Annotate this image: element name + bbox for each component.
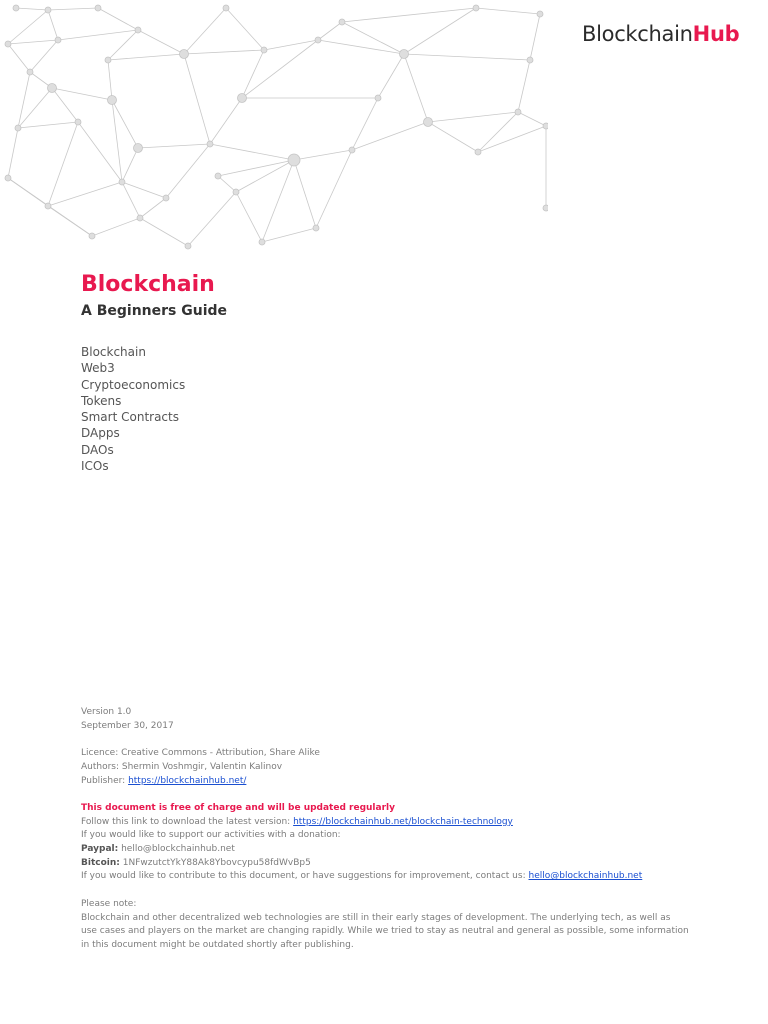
topic-item: Blockchain [81, 345, 146, 359]
network-edge [108, 54, 184, 60]
network-edge [404, 54, 530, 60]
publisher-link[interactable]: https://blockchainhub.net/ [128, 775, 247, 786]
network-node [135, 27, 141, 33]
download-line [81, 816, 711, 830]
network-edge [236, 192, 262, 242]
note-line: use cases and players on the market are changing rapidly. While we tried to stay as neutral and general as possible, some information [81, 926, 689, 937]
network-node [215, 173, 221, 179]
authors: Authors: Shermin Voshmgir, Valentin Kalinov [81, 761, 283, 772]
network-node [27, 69, 33, 75]
network-edge [8, 10, 48, 44]
topic-item: Cryptoeconomics [81, 377, 186, 392]
network-node [45, 7, 51, 13]
network-edge [294, 150, 352, 160]
network-edge [476, 8, 540, 14]
network-node [108, 96, 117, 105]
network-node [315, 37, 321, 43]
network-edge [478, 126, 546, 152]
network-edge [138, 144, 210, 148]
document-info [81, 706, 711, 953]
note-heading: Please note: [81, 898, 137, 909]
network-node [349, 147, 355, 153]
topic-item: Tokens [81, 393, 122, 408]
network-edge [378, 54, 404, 98]
network-node [15, 125, 21, 131]
network-edge [98, 8, 138, 30]
network-edge [478, 112, 518, 152]
network-edge [342, 8, 476, 22]
topic-item: Smart Contracts [81, 410, 179, 425]
network-edge [404, 8, 476, 54]
network-node [515, 109, 521, 115]
network-edge [138, 30, 184, 54]
network-node [13, 5, 19, 11]
network-edge [8, 128, 18, 178]
network-edge [140, 218, 188, 246]
network-edge [140, 198, 166, 218]
network-edge [8, 44, 30, 72]
network-node [543, 123, 548, 129]
network-edge [316, 150, 352, 228]
network-edge [352, 122, 428, 150]
network-edge [8, 40, 58, 44]
network-edge [18, 88, 52, 128]
bitcoin-value: 1NFwzutctYkY88Ak8Ybovcypu58fdWvBp5 [122, 857, 311, 868]
network-edge [112, 100, 138, 148]
network-edge [52, 88, 78, 122]
contribute-link[interactable]: hello@blockchainhub.net [528, 871, 643, 882]
network-edge [218, 176, 236, 192]
paypal-line [81, 843, 711, 857]
publisher-line [81, 775, 711, 789]
network-edge [92, 218, 140, 236]
network-edge [218, 160, 294, 176]
page-subtitle: A Beginners Guide [81, 303, 228, 319]
topic-list [81, 344, 185, 474]
network-node [89, 233, 95, 239]
network-graph-decoration [0, 0, 548, 260]
network-node [45, 203, 51, 209]
network-edge [16, 8, 48, 10]
network-node [163, 195, 169, 201]
network-edge [262, 228, 316, 242]
note-line: in this document might be outdated shortly after publishing. [81, 939, 354, 950]
network-node [543, 205, 548, 211]
network-node [288, 154, 300, 166]
network-edge [166, 144, 210, 198]
network-edge [48, 122, 78, 206]
network-node [473, 5, 479, 11]
network-edge [428, 122, 478, 152]
network-node [185, 243, 191, 249]
network-node [5, 175, 11, 181]
logo-text-dark: Blockchain [582, 22, 693, 46]
network-edge [52, 88, 112, 100]
network-node [527, 57, 533, 63]
network-edge [210, 98, 242, 144]
network-edge [108, 30, 138, 60]
network-node [134, 144, 143, 153]
network-node [55, 37, 61, 43]
network-edge [518, 60, 530, 112]
network-node [119, 179, 125, 185]
network-node [339, 19, 345, 25]
network-edge [112, 100, 122, 182]
network-edge [184, 50, 264, 54]
bitcoin-line [81, 857, 711, 871]
network-edge [184, 8, 226, 54]
network-edge [30, 40, 58, 72]
paypal-value: hello@blockchainhub.net [121, 844, 235, 854]
topic-item: DAOs [81, 442, 114, 457]
network-edge [226, 8, 264, 50]
network-edge [264, 40, 318, 50]
network-edge [428, 112, 518, 122]
network-edge [188, 192, 236, 246]
note-line: Blockchain and other decentralized web technologies are still in their early stages of development. The underlying tech, as well as [81, 912, 671, 923]
network-node [375, 95, 381, 101]
topic-item: Web3 [81, 361, 115, 376]
date: September 30, 2017 [81, 720, 174, 731]
network-node [475, 149, 481, 155]
publisher-label: Publisher: [81, 775, 126, 786]
page-title: Blockchain [81, 272, 215, 297]
free-notice: This document is free of charge and will be updated regularly [81, 802, 395, 813]
network-node [95, 5, 101, 11]
bitcoin-label: Bitcoin: [81, 857, 120, 868]
licence: Licence: Creative Commons - Attribution, Share Alike [81, 748, 320, 759]
network-node [207, 141, 213, 147]
support-text: If you would like to support our activities with a donation: [81, 830, 341, 841]
network-node [259, 239, 265, 245]
network-edge [210, 144, 294, 160]
network-node [180, 50, 189, 59]
network-node [105, 57, 111, 63]
network-edge [18, 72, 30, 128]
network-edge [108, 60, 112, 100]
network-node [48, 84, 57, 93]
network-edge [236, 160, 294, 192]
network-node [238, 94, 247, 103]
brand-logo [582, 22, 739, 46]
network-node [537, 11, 543, 17]
download-text: Follow this link to download the latest version: [81, 816, 291, 827]
network-node [137, 215, 143, 221]
network-edge [184, 54, 210, 144]
network-edge [242, 50, 264, 98]
topic-item: ICOs [81, 459, 109, 474]
network-edge [294, 160, 316, 228]
version: Version 1.0 [81, 707, 132, 717]
network-edge [48, 182, 122, 206]
network-node [424, 118, 433, 127]
network-node [400, 50, 409, 59]
topic-item: DApps [81, 426, 120, 441]
paypal-label: Paypal: [81, 844, 119, 854]
network-edge [242, 40, 318, 98]
network-node [75, 119, 81, 125]
download-link[interactable]: https://blockchainhub.net/blockchain-technology [293, 816, 513, 827]
network-edge [58, 30, 138, 40]
network-node [233, 189, 239, 195]
network-node [5, 41, 11, 47]
network-edge [122, 148, 138, 182]
network-edge [48, 8, 98, 10]
network-edge [318, 22, 342, 40]
contribute-line [81, 870, 711, 884]
network-edge [262, 160, 294, 242]
network-node [313, 225, 319, 231]
network-node [223, 5, 229, 11]
network-edge [18, 122, 78, 128]
logo-text-accent: Hub [692, 22, 740, 46]
network-edge [48, 10, 58, 40]
network-edge [404, 54, 428, 122]
network-edge [530, 14, 540, 60]
network-edge [518, 112, 546, 126]
contribute-text: If you would like to contribute to this document, or have suggestions for improvement, contact us: [81, 871, 526, 882]
network-node [261, 47, 267, 53]
